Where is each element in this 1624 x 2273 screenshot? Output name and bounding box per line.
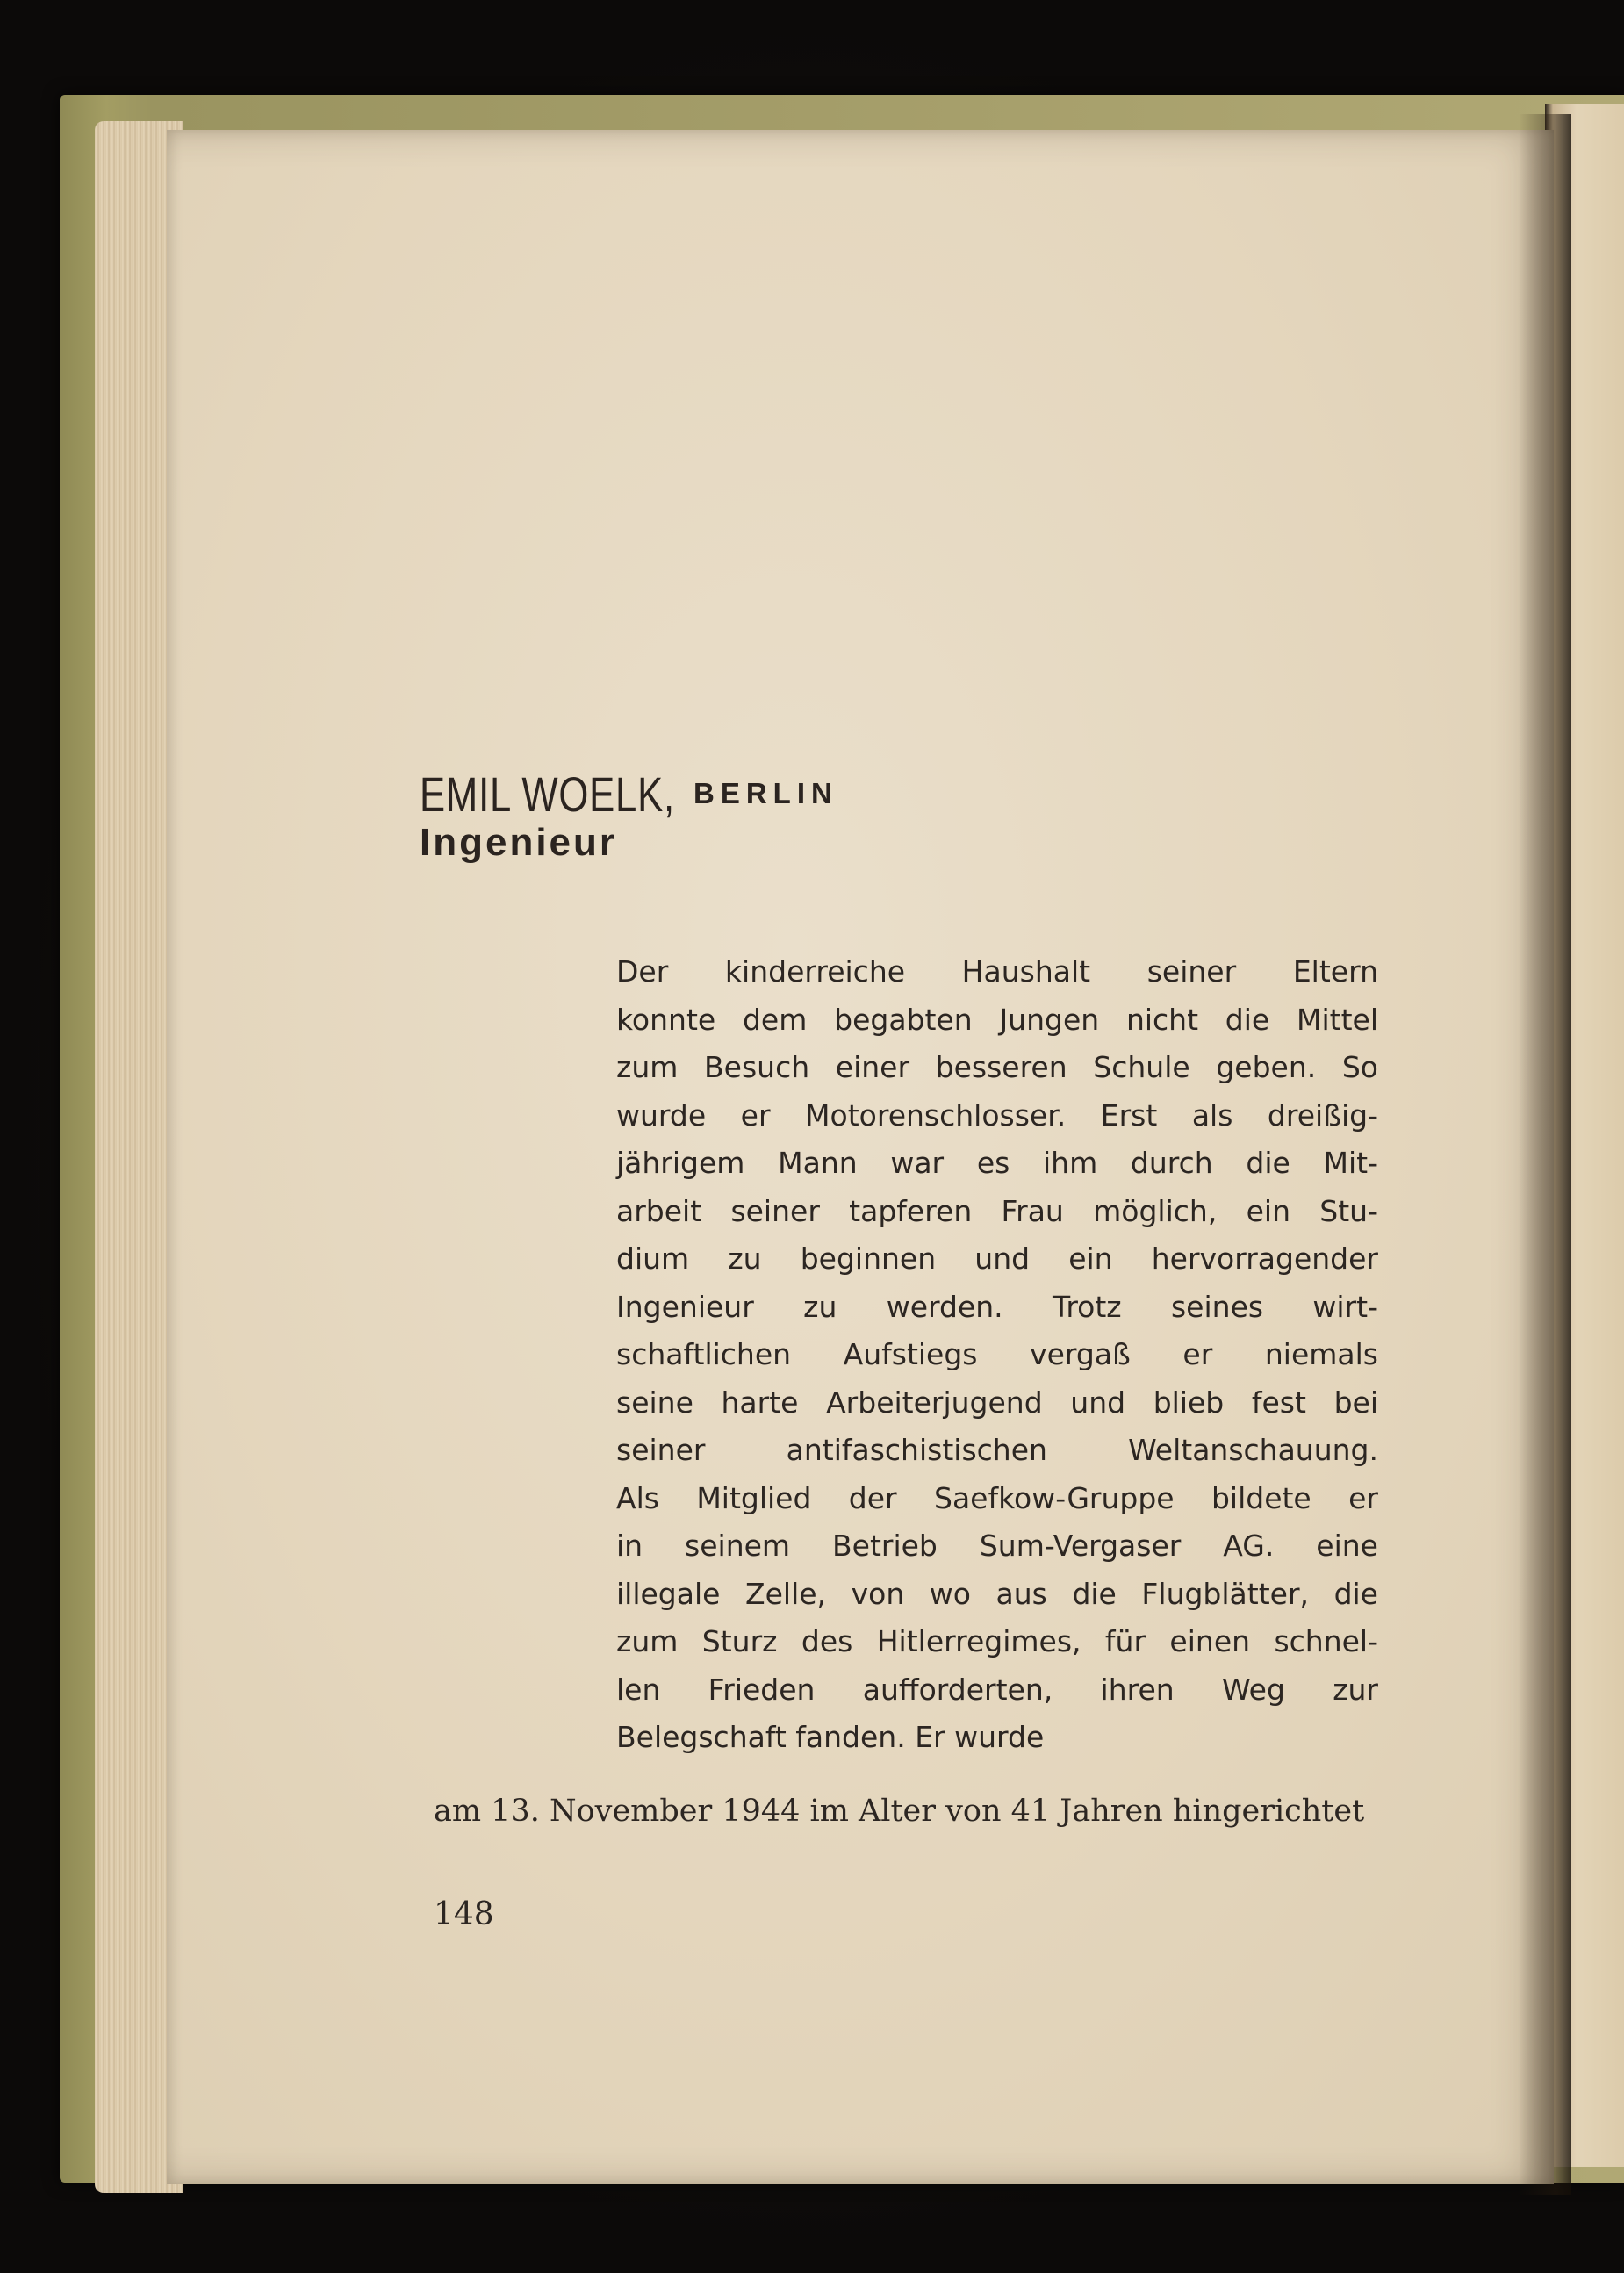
- biography-line: arbeit seiner tapferen Frau möglich, ein Stu-: [616, 1193, 1378, 1228]
- biography-line: jährigem Mann war es ihm durch die Mit-: [616, 1146, 1378, 1180]
- biography-line: len Frieden aufforderten, ihren Weg zur: [616, 1672, 1378, 1707]
- biography-line: seiner antifaschistischen Weltanschauung.: [616, 1433, 1378, 1467]
- biography-line: zum Sturz des Hitlerregimes, für einen schnel-: [616, 1624, 1378, 1658]
- biography-line: seine harte Arbeiterjugend und blieb fest bei: [616, 1385, 1378, 1420]
- biography-line: Ingenieur zu werden. Trotz seines wirt-: [616, 1289, 1378, 1324]
- biography-paragraph: [616, 948, 1378, 1762]
- biography-line: in seinem Betrieb Sum-Vergaser AG. eine: [616, 1529, 1378, 1563]
- person-name: EMIL WOELK,: [420, 766, 675, 822]
- biography-line: zum Besuch einer besseren Schule geben. So: [616, 1050, 1378, 1084]
- biography-line: Als Mitglied der Saefkow-Gruppe bildete er: [616, 1480, 1378, 1515]
- person-city: BERLIN: [693, 777, 838, 809]
- biography-line: schaftlichen Aufstiegs vergaß er niemals: [616, 1337, 1378, 1371]
- biography-line: dium zu beginnen und ein hervorragender: [616, 1241, 1378, 1276]
- biography-line: Der kinderreiche Haushalt seiner Eltern: [616, 954, 1378, 989]
- biography-line: konnte dem begabten Jungen nicht die Mittel: [616, 1002, 1378, 1037]
- biography-line: wurde er Motorenschlosser. Erst als dreißig-: [616, 1097, 1378, 1133]
- page-number: 148: [434, 1896, 494, 1932]
- biography-line: Belegschaft fanden. Er wurde: [616, 1720, 1045, 1754]
- gutter-shadow: [1519, 114, 1571, 2195]
- biography-line: illegale Zelle, von wo aus die Flugblätter, die: [616, 1576, 1378, 1611]
- person-profession: Ingenieur: [420, 821, 618, 864]
- closing-statement: am 13. November 1944 im Alter von 41 Jahren hingerichtet: [434, 1794, 1365, 1829]
